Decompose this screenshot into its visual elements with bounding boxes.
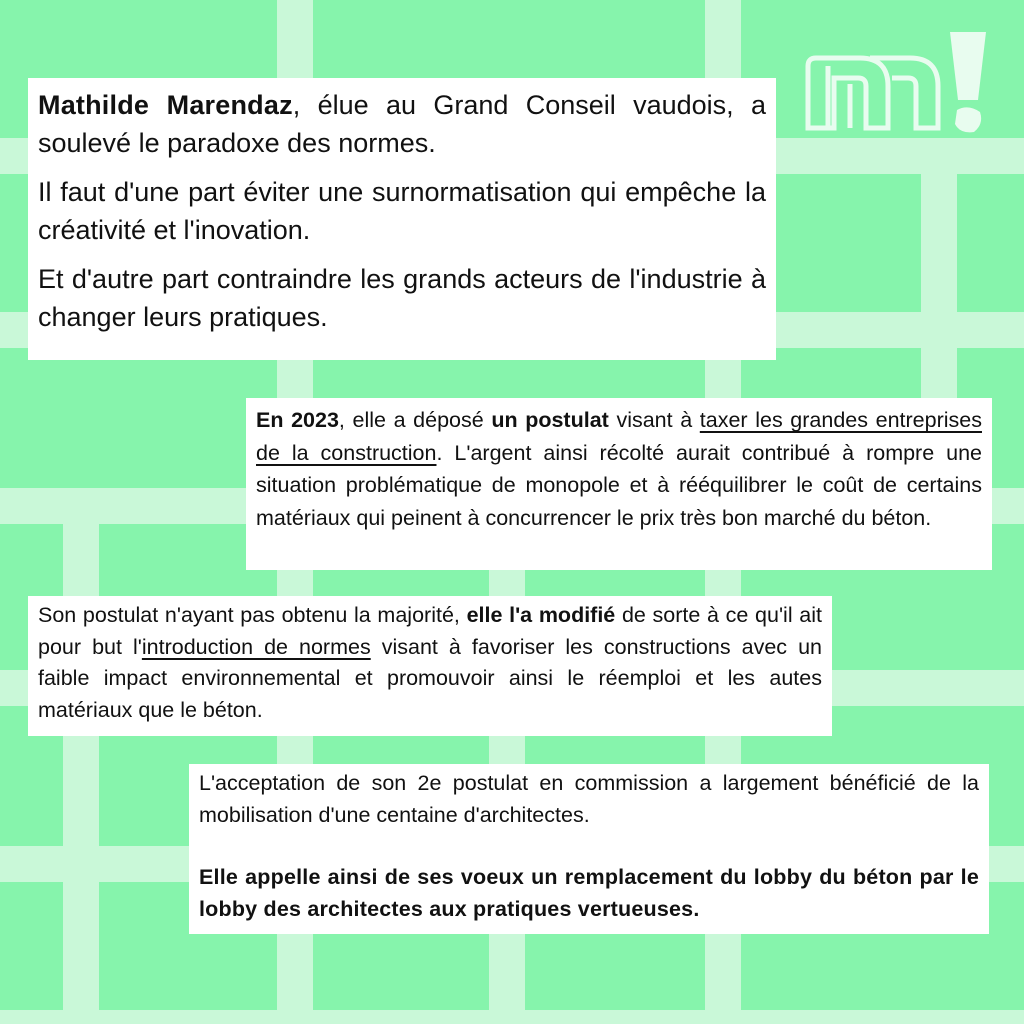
text-span: Son postulat n'ayant pas obtenu la majorité, — [38, 603, 467, 627]
conclusion-paragraph-2: Elle appelle ainsi de ses voeux un remplacement du lobby du béton par le lobby des architectes aux pratiques vertueuses. — [199, 865, 979, 921]
text-span: , elle a déposé — [338, 408, 492, 432]
text-span: . L'argent ainsi récolté aurait contribué à rompre une situation problématique de monopole et à rééquilibrer le coût de certains matériaux qui peinent à concurrencer le prix très bon marché du béton. — [256, 440, 983, 530]
intro-paragraph-1-text: , élue au Grand Conseil vaudois, a soulevé le paradoxe des normes. — [38, 90, 766, 158]
conclusion-paragraph-1: L'acceptation de son 2e postulat en commission a largement bénéficié de la mobilisation d'une centaine d'architectes. — [199, 771, 979, 827]
intro-text-box — [28, 78, 776, 360]
year-highlight: En 2023 — [256, 408, 339, 432]
text-span: de sorte à ce qu'il ait pour but l' — [38, 603, 822, 659]
norms-link[interactable]: introduction de normes — [141, 634, 371, 659]
postulat-2023-box — [246, 398, 992, 570]
text-span: visant à — [608, 408, 700, 432]
text-span: visant à favoriser les constructions avec un faible impact environnemental et promouvoir ainsi le réemploi et les autes matériaux que le béton. — [38, 634, 822, 722]
m-exclamation-logo — [800, 28, 1000, 138]
postulat-2023-paragraph — [256, 404, 982, 534]
modified-highlight: elle l'a modifié — [466, 603, 616, 627]
person-name: Mathilde Marendaz — [38, 90, 293, 120]
modified-postulat-box — [28, 596, 832, 736]
intro-paragraph-1 — [38, 86, 766, 162]
modified-postulat-paragraph — [38, 600, 822, 726]
intro-paragraph-3: Et d'autre part contraindre les grands acteurs de l'industrie à changer leurs pratiques. — [38, 264, 766, 332]
postulat-highlight: un postulat — [491, 408, 609, 432]
conclusion-box — [189, 764, 989, 934]
intro-paragraph-2: Il faut d'une part éviter une surnormatisation qui empêche la créativité et l'inovation. — [38, 177, 766, 245]
tax-link[interactable]: taxer les grandes entreprises de la construction — [256, 408, 982, 465]
